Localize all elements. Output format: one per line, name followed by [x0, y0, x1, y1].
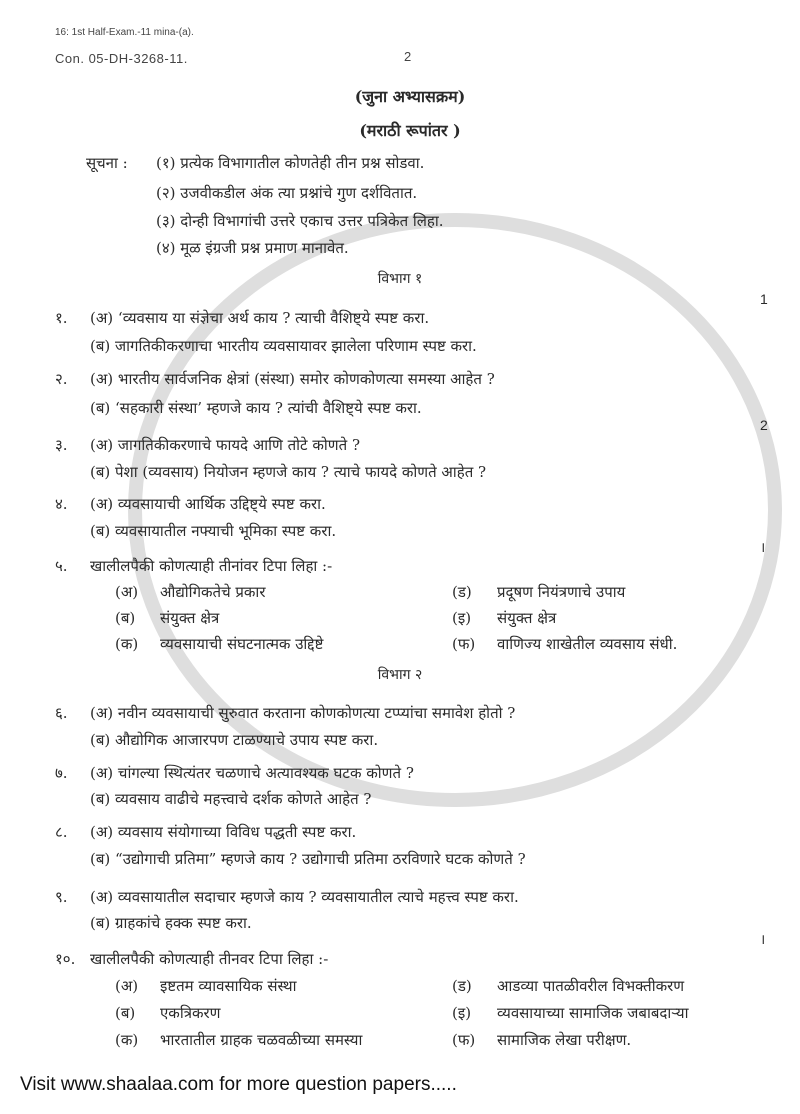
option-text: व्यवसायाच्या सामाजिक जबाबदाऱ्या	[497, 1004, 689, 1022]
question-9	[55, 888, 519, 906]
option-label: (ड)	[452, 977, 472, 995]
question-number: ४.	[55, 495, 68, 513]
instruction-item: (१) प्रत्येक विभागातील कोणतेही तीन प्रश्न सोडवा.	[156, 154, 425, 172]
option-row	[115, 1031, 631, 1049]
question-part-a: (अ) जागतिकीकरणाचे फायदे आणि तोटे कोणते ?	[90, 436, 360, 454]
instruction-row	[86, 154, 424, 172]
question-1	[55, 309, 429, 327]
question-part-a: (अ) चांगल्या स्थित्यंतर चळणाचे अत्यावश्यक घटक कोणते ?	[90, 764, 414, 782]
instruction-item: (३) दोन्ही विभागांची उत्तरे एकाच उत्तर पत्रिकेत लिहा.	[156, 212, 444, 230]
question-text: खालीलपैकी कोणत्याही तीनांवर टिपा लिहा :-	[90, 557, 333, 575]
option-text: भारतातील ग्राहक चळवळीच्या समस्या	[160, 1031, 363, 1049]
option-text: प्रदूषण नियंत्रणाचे उपाय	[497, 583, 626, 601]
question-7	[55, 764, 414, 782]
margin-mark: 1	[760, 291, 768, 307]
option-label: (ब)	[115, 1004, 136, 1022]
margin-mark: ।	[760, 931, 766, 947]
option-row	[115, 609, 556, 627]
question-part-a: (अ) नवीन व्यवसायाची सुरुवात करताना कोणकोणत्या टप्प्यांचा समावेश होतो ?	[90, 704, 516, 722]
page-number: 2	[404, 49, 412, 64]
question-part-b: (ब) पेशा (व्यवसाय) नियोजन म्हणजे काय ? त्याचे फायदे कोणते आहेत ?	[90, 463, 487, 481]
footer-link[interactable]: Visit www.shaalaa.com for more question papers.....	[20, 1074, 457, 1095]
question-8	[55, 823, 356, 841]
option-row	[115, 977, 684, 995]
instruction-item: (४) मूळ इंग्रजी प्रश्न प्रमाण मानावेत.	[156, 239, 349, 257]
question-6	[55, 704, 515, 722]
question-5	[55, 557, 332, 575]
syllabus-title: (जुना अभ्यासक्रम)	[354, 87, 466, 106]
margin-mark: ।	[760, 539, 766, 555]
question-number: ९.	[55, 888, 68, 906]
section-2-title: विभाग २	[377, 667, 423, 683]
question-part-b: (ब) “उद्योगाची प्रतिमा” म्हणजे काय ? उद्योगाची प्रतिमा ठरविणारे घटक कोणते ?	[90, 850, 526, 868]
option-label: (फ)	[452, 635, 476, 653]
instruction-item: (२) उजवीकडील अंक त्या प्रश्नांचे गुण दर्शवितात.	[156, 184, 418, 202]
question-number: १.	[55, 309, 68, 327]
option-label: (अ)	[115, 583, 139, 601]
question-part-b: (ब) जागतिकीकरणाचा भारतीय व्यवसायावर झालेला परिणाम स्पष्ट करा.	[90, 337, 477, 355]
question-number: २.	[55, 370, 68, 388]
question-part-a: (अ) व्यवसायाची आर्थिक उद्दिष्ट्ये स्पष्ट करा.	[90, 495, 326, 513]
option-text: आडव्या पातळीवरील विभक्तीकरण	[497, 977, 685, 995]
option-label: (इ)	[452, 1004, 472, 1022]
paper-code: Con. 05-DH-3268-11.	[55, 51, 188, 66]
option-text: संयुक्त क्षेत्र	[497, 609, 557, 627]
question-10	[55, 950, 328, 968]
instructions-label: सूचना :	[86, 154, 128, 172]
question-4	[55, 495, 326, 513]
option-text: संयुक्त क्षेत्र	[160, 609, 220, 627]
option-label: (इ)	[452, 609, 472, 627]
question-part-a: (अ) व्यवसाय संयोगाच्या विविध पद्धती स्पष्ट करा.	[90, 823, 357, 841]
question-part-b: (ब) औद्योगिक आजारपण टाळण्याचे उपाय स्पष्ट करा.	[90, 731, 379, 749]
option-label: (क)	[115, 1031, 139, 1049]
option-label: (ब)	[115, 609, 136, 627]
margin-mark: 2	[760, 417, 768, 433]
question-part-a: (अ) भारतीय सार्वजनिक क्षेत्रां (संस्था) समोर कोणकोणत्या समस्या आहेत ?	[90, 370, 495, 388]
question-3	[55, 436, 360, 454]
question-number: १०.	[55, 950, 76, 968]
question-text: खालीलपैकी कोणत्याही तीनवर टिपा लिहा :-	[90, 950, 329, 968]
question-number: ३.	[55, 436, 68, 454]
option-row	[115, 583, 625, 601]
option-label: (ड)	[452, 583, 472, 601]
question-number: ६.	[55, 704, 68, 722]
question-part-b: (ब) ‘सहकारी संस्था’ म्हणजे काय ? त्यांची वैशिष्ट्ये स्पष्ट करा.	[90, 399, 422, 417]
question-part-b: (ब) व्यवसायातील नफ्याची भूमिका स्पष्ट करा.	[90, 522, 337, 540]
question-number: ५.	[55, 557, 68, 575]
question-part-b: (ब) व्यवसाय वाढीचे महत्त्वाचे दर्शक कोणते आहेत ?	[90, 790, 372, 808]
question-2	[55, 370, 495, 388]
section-1-title: विभाग १	[377, 271, 423, 287]
option-row	[115, 1004, 688, 1022]
option-text: वाणिज्य शाखेतील व्यवसाय संधी.	[497, 635, 678, 653]
question-number: ८.	[55, 823, 68, 841]
option-label: (अ)	[115, 977, 139, 995]
question-part-a: (अ) व्यवसायातील सदाचार म्हणजे काय ? व्यवसायातील त्याचे महत्त्व स्पष्ट करा.	[90, 888, 519, 906]
option-text: व्यवसायाची संघटनात्मक उद्दिष्टे	[160, 635, 324, 653]
question-part-a: (अ) ‘व्यवसाय या संज्ञेचा अर्थ काय ? त्याची वैशिष्ट्ये स्पष्ट करा.	[90, 309, 430, 327]
exam-reference: 16: 1st Half-Exam.-11 mina-(a).	[55, 27, 194, 38]
option-text: सामाजिक लेखा परीक्षण.	[497, 1031, 632, 1049]
question-part-b: (ब) ग्राहकांचे हक्क स्पष्ट करा.	[90, 914, 252, 932]
option-text: औद्योगिकतेचे प्रकार	[160, 583, 266, 601]
question-number: ७.	[55, 764, 68, 782]
option-label: (फ)	[452, 1031, 476, 1049]
option-text: इष्टतम व्यावसायिक संस्था	[160, 977, 297, 995]
option-text: एकत्रिकरण	[160, 1004, 221, 1022]
option-row	[115, 635, 677, 653]
option-label: (क)	[115, 635, 139, 653]
translation-title: (मराठी रूपांतर )	[359, 121, 461, 140]
